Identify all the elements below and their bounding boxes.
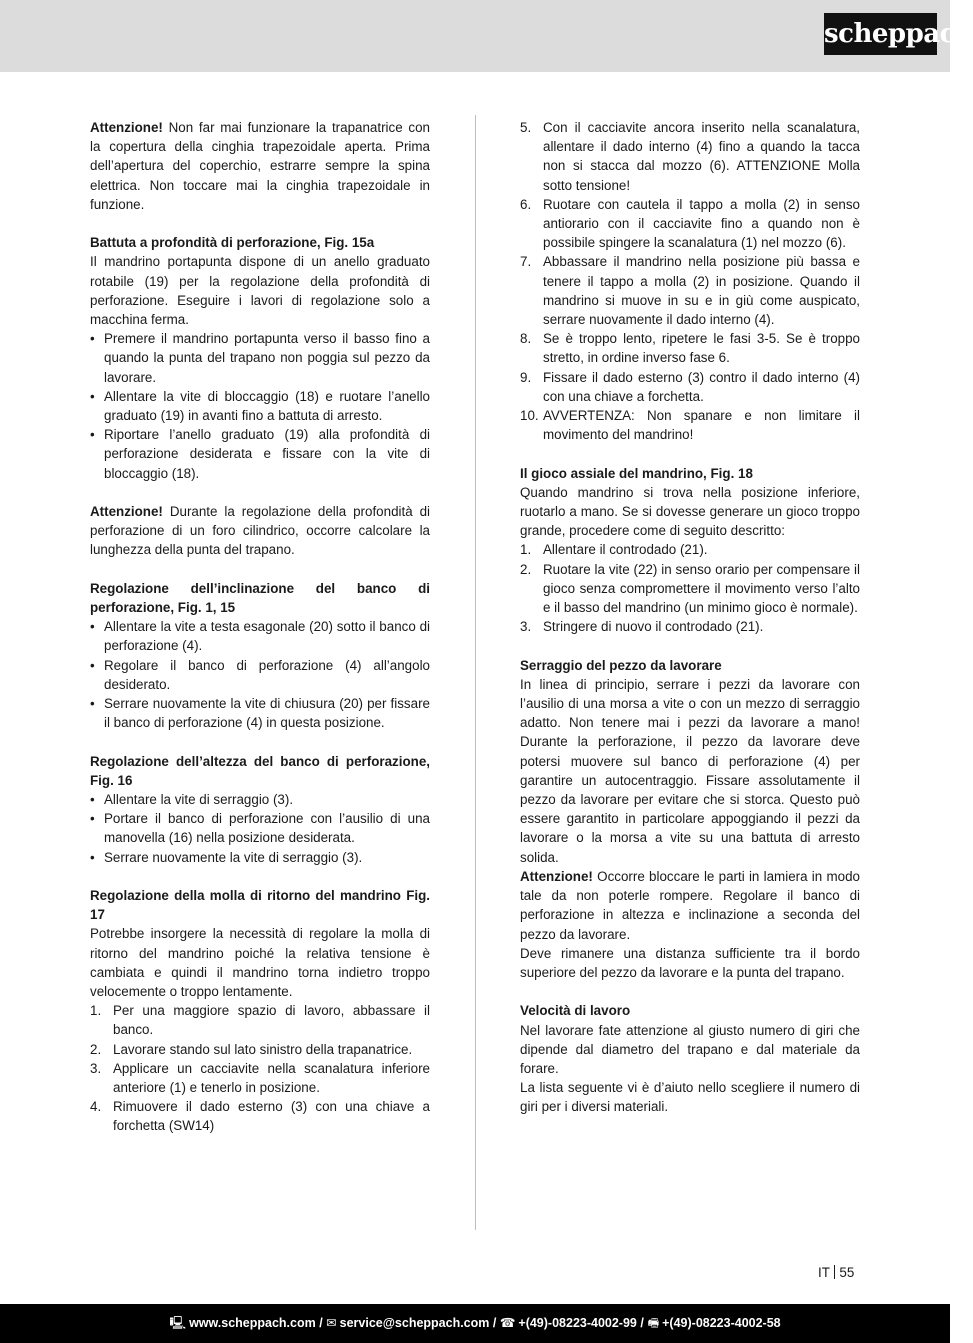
list-item: • Riportare l’anello graduato (19) alla profondità di perforazione desiderata e fissare con la vite di bloccaggio (18). (90, 427, 430, 481)
section-title: Regolazione della molla di ritorno del mandrino Fig. 17 (90, 888, 430, 923)
footer-web[interactable]: www.scheppach.com (189, 1316, 316, 1330)
footer-phone: +(49)-08223-4002-99 (518, 1316, 637, 1330)
numbered-item: 8. Se è troppo lento, ripetere le fasi 3-5. Se è troppo stretto, in ordine inverso fase 6. (520, 331, 860, 366)
numbered-item: 1. Allentare il controdado (21). (520, 542, 708, 558)
right-column (520, 118, 860, 1117)
list-item: • Portare il banco di perforazione con l’ausilio di una manovella (16) nella posizione desiderata. (90, 811, 430, 846)
section-title: Serraggio del pezzo da lavorare (520, 657, 722, 673)
body-text: Quando mandrino si trova nella posizione inferiore, ruotarlo a mano. Se si dovesse generare un gioco troppo grande, procedere come di seguito descritto: (520, 484, 860, 539)
computer-icon: 🖳 (169, 1316, 187, 1330)
numbered-item: 6. Ruotare con cautela il tappo a molla (2) in senso antiorario con il cacciavite fino a quando non è possibile spingere la scanalatura (1) nel mozzo (6). (520, 196, 860, 251)
section-title: Regolazione dell’altezza del banco di perforazione, Fig. 16 (90, 753, 430, 788)
warning-label: Attenzione! (90, 120, 163, 135)
page-number: IT 55 (818, 1265, 855, 1280)
numbered-item: 10. AVVERTENZA: Non spanare e non limitare il movimento del mandrino! (520, 408, 860, 443)
column-divider (475, 115, 476, 1230)
numbered-item: 5. Con il cacciavite ancora inserito nella scanalatura, allentare il dado interno (4) fino a quando la tacca non si stacca dal mozzo (6). ATTENZIONE Molla sotto tensione! (520, 120, 860, 193)
warning-label: Attenzione! (90, 504, 163, 520)
body-text: Deve rimanere una distanza sufficiente tra il bordo superiore del pezzo da lavorare e la punta del trapano. (520, 945, 860, 980)
list-item: • Serrare nuovamente la vite di serraggio (3). (90, 849, 363, 865)
numbered-item: 2. Lavorare stando sul lato sinistro della trapanatrice. (90, 1041, 413, 1057)
warning-paragraph: Attenzione! Non far mai funzionare la trapanatrice con la copertura della cinghia trapezoidale aperta. Prima dell’apertura del coperchio, estrarre sempre la spina elettrica. Non toccare mai la cinghia trapezoidale in funzione. (90, 120, 430, 212)
numbered-item: 3. Applicare un cacciavite nella scanalatura inferiore anteriore (1) e tenerlo in posizione. (90, 1060, 430, 1096)
body-text: Nel lavorare fate attenzione al giusto numero di giri che dipende dal diametro del trapano e dal materiale da forare. (520, 1022, 860, 1076)
fax-icon: 🖷 (647, 1316, 660, 1330)
email-icon: ✉ (326, 1316, 337, 1330)
list-item: • Serrare nuovamente la vite di chiusura (20) per fissare il banco di perforazione (4) in questa posizione. (90, 696, 430, 731)
warning-label: Attenzione! (520, 868, 593, 884)
body-text: La lista seguente vi è d’aiuto nello scegliere il numero di giri per i diversi materiali. (520, 1080, 860, 1115)
numbered-item: 3. Stringere di nuovo il controdado (21). (520, 619, 764, 635)
brand-logo: scheppach (824, 13, 937, 55)
warning-paragraph: Attenzione! Durante la regolazione della profondità di perforazione di un foro cilindrico, occorre calcolare la lunghezza della punta del trapano. (90, 504, 430, 558)
numbered-item: 4. Rimuovere il dado esterno (3) con una chiave a forchetta (SW14) (90, 1099, 430, 1134)
list-item: • Allentare la vite di serraggio (3). (90, 792, 294, 808)
phone-icon: ☎ (499, 1316, 516, 1330)
footer-bar: 🖳 www.scheppach.com / ✉ service@scheppach.com / ☎ +(49)-08223-4002-99 / 🖷 +(49)-08223-4002-58 (0, 1304, 950, 1343)
list-item: • Allentare la vite a testa esagonale (20) sotto il banco di perforazione (4). (90, 619, 430, 654)
numbered-item: 7. Abbassare il mandrino nella posizione più bassa e tenere il tappo a molla (2) in posizione. Quando il mandrino si muove in su e in giù come auspicato, serrare nuovamente il dado interno (4). (520, 254, 860, 328)
footer-email[interactable]: service@scheppach.com (339, 1316, 490, 1330)
section-title: Battuta a profondità di perforazione, Fig. 15a (90, 235, 375, 251)
list-item: • Regolare il banco di perforazione (4) all’angolo desiderato. (90, 657, 430, 692)
left-column (90, 118, 430, 1136)
numbered-item: 9. Fissare il dado esterno (3) contro il dado interno (4) con una chiave a forchetta. (520, 369, 860, 404)
warning-paragraph: Attenzione! Occorre bloccare le parti in lamiera in modo tale da non poterle rompere. Regolare il banco di perforazione in altezza e inclinazione a seconda del pezzo da lavorare. (520, 868, 860, 942)
footer-fax: +(49)-08223-4002-58 (662, 1316, 781, 1330)
body-text: Potrebbe insorgere la necessità di regolare la molla di ritorno del mandrino poiché la relativa tensione è cambiata e quindi il mandrino torna indietro troppo velocemente o troppo lentamente. (90, 926, 430, 1000)
section-title: Velocità di lavoro (520, 1003, 631, 1019)
list-item: • Allentare la vite di bloccaggio (18) e ruotare l’anello graduato (19) in avanti fino a battuta di arresto. (90, 388, 430, 424)
header-bar (0, 0, 973, 72)
section-title: Regolazione dell’inclinazione del banco di perforazione, Fig. 1, 15 (90, 580, 430, 616)
numbered-item: 2. Ruotare la vite (22) in senso orario per compensare il gioco senza compromettere il movimento verso l’alto e il basso del mandrino (un minimo gioco è normale). (520, 561, 860, 616)
body-text: Il mandrino portapunta dispone di un anello graduato rotabile (19) per la regolazione della profondità di perforazione. Eseguire i lavori di regolazione solo a macchina ferma. (90, 254, 430, 328)
numbered-item: 1. Per una maggiore spazio di lavoro, abbassare il banco. (90, 1003, 430, 1038)
section-title: Il gioco assiale del mandrino, Fig. 18 (520, 465, 753, 481)
body-text: In linea di principio, serrare i pezzi da lavorare con l’ausilio di una morsa a vite o con un mezzo di serraggio adatto. Non tenere mai i pezzi da lavorare a mano! Durante la perforazione, il pezzo da lavorare deve potersi muovere sul banco di perforazione (4) per garantire un autocentraggio. Fissare assolutamente il pezzo da lavorare per evitare che si storca. Questo può essere garantito in particolare appoggiando il pezzi da lavorare o la morsa a vite su una battuta di arresto solida. (520, 676, 860, 865)
list-item: • Premere il mandrino portapunta verso il basso fino a quando la punta del trapano non poggia sul pezzo da lavorare. (90, 331, 430, 385)
